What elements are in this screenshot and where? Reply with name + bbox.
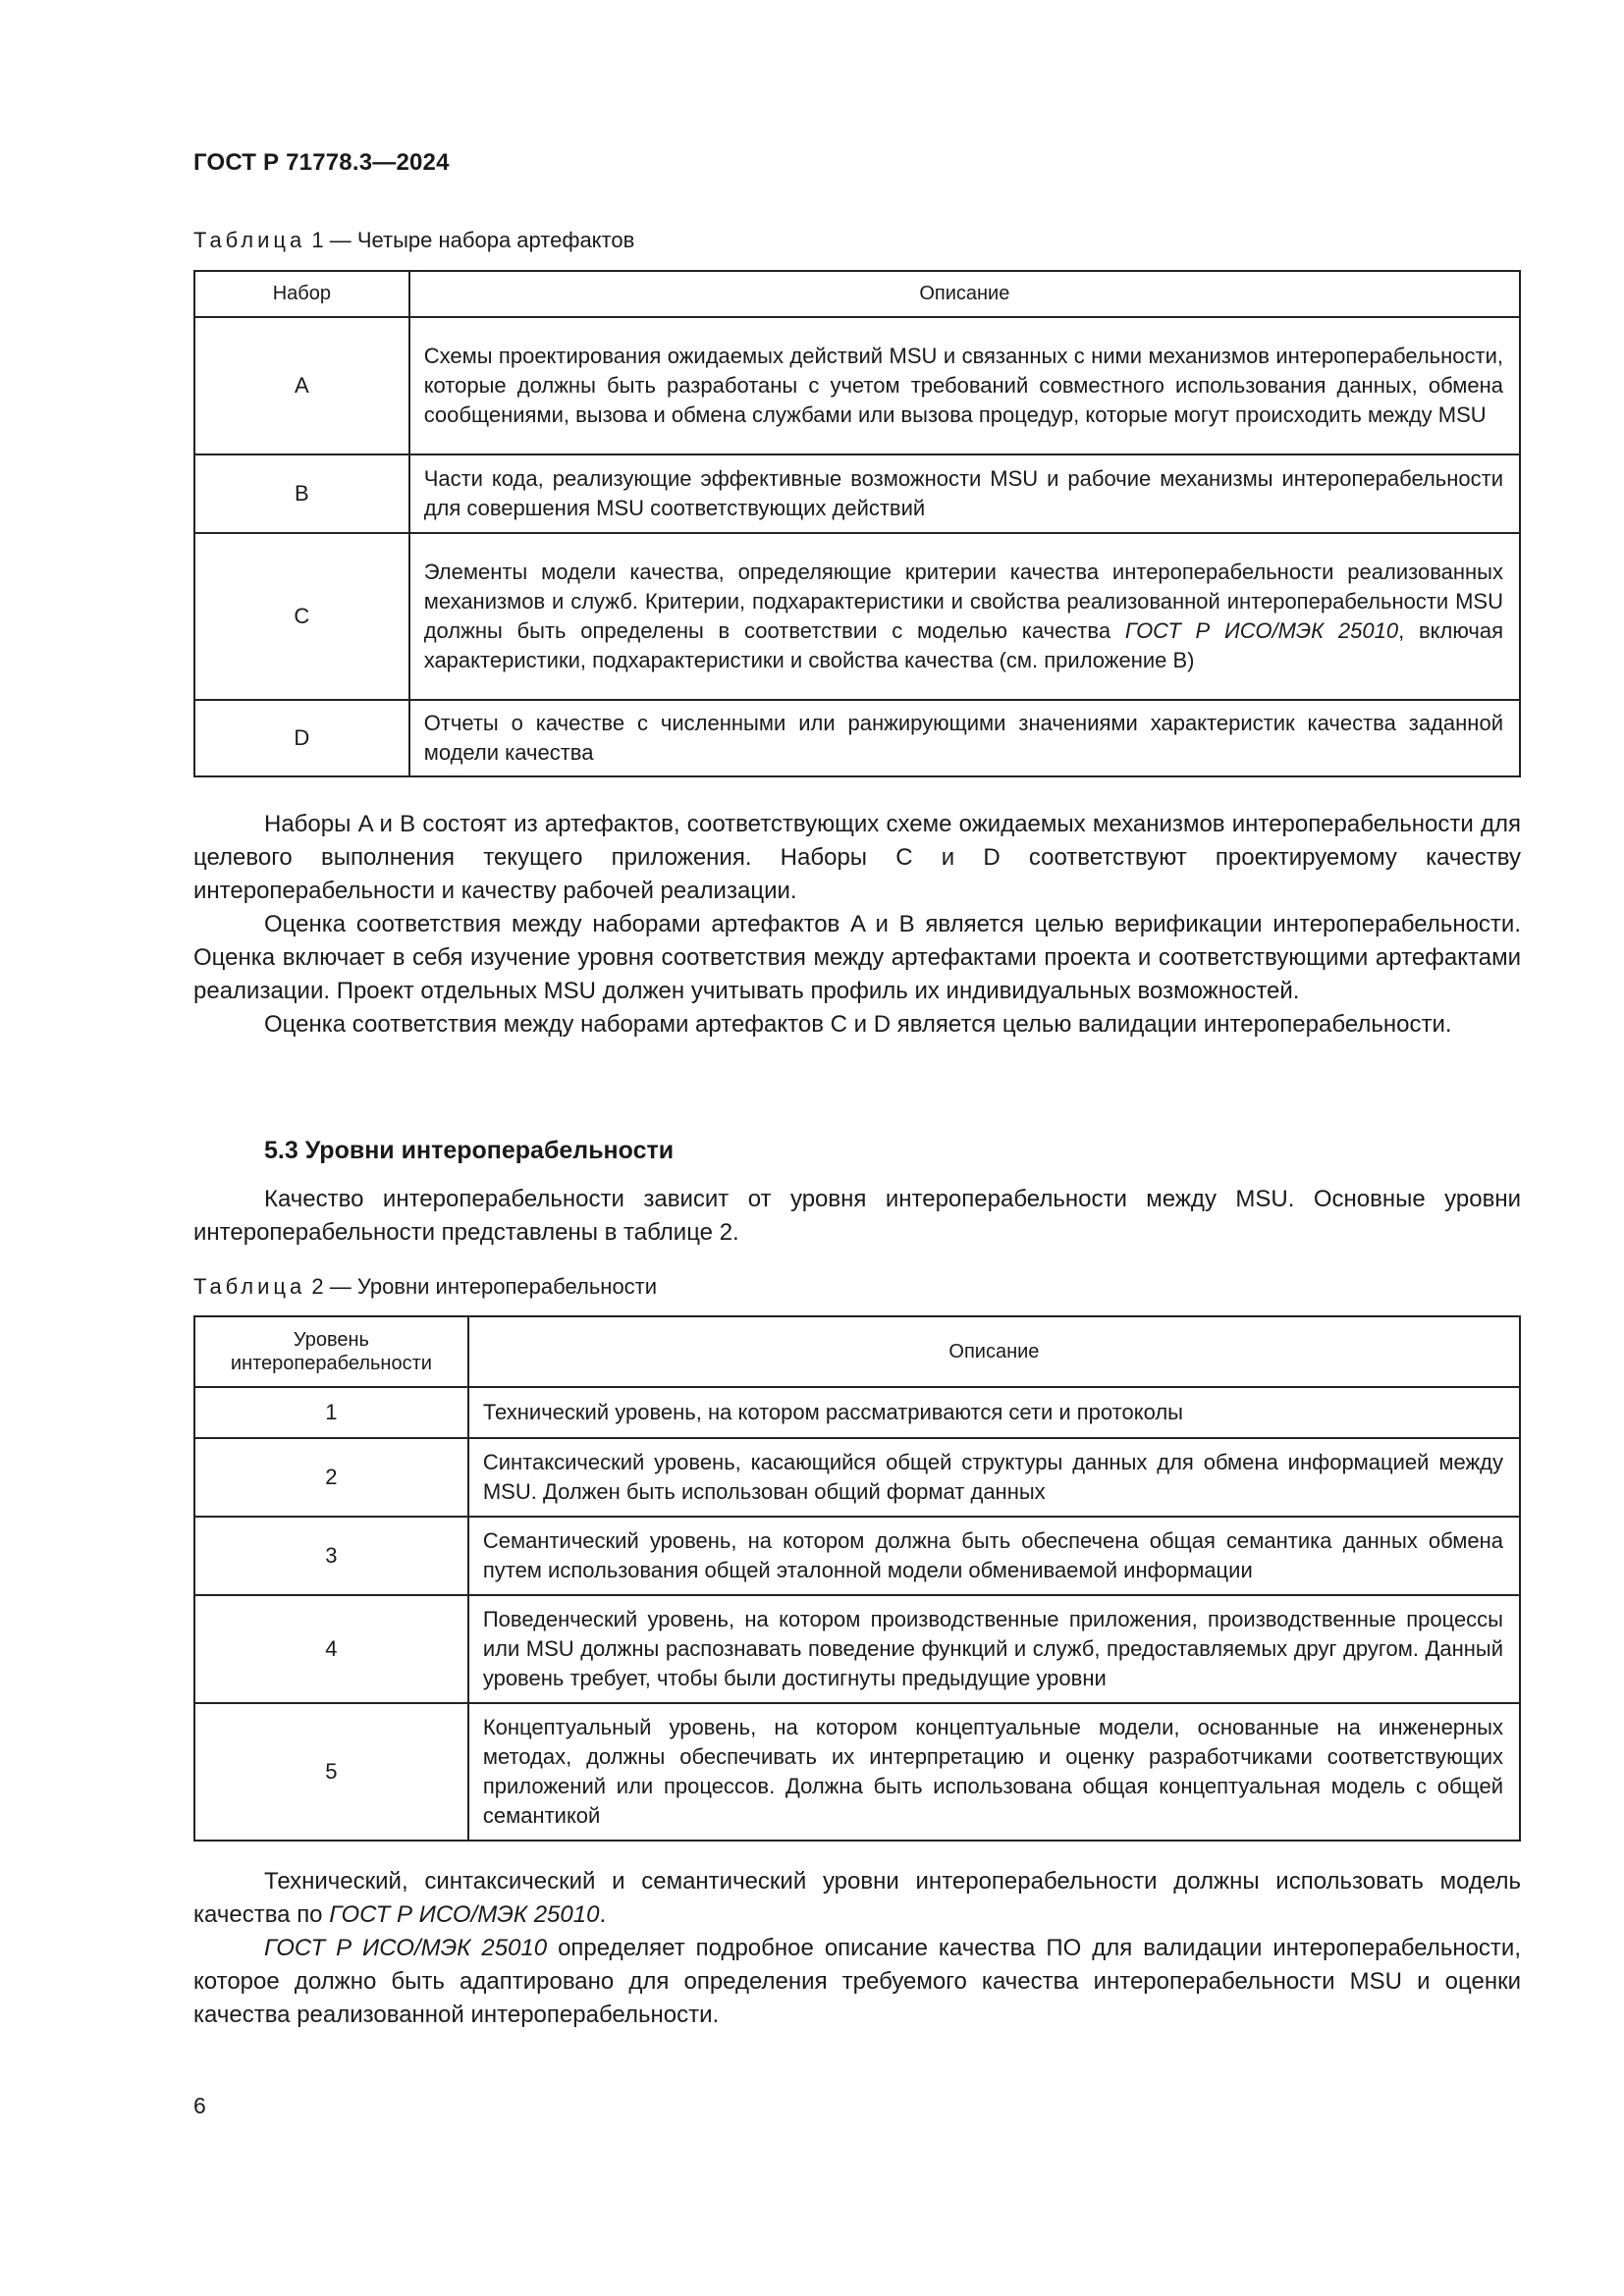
table2-description-cell: Технический уровень, на котором рассматриваются сети и протоколы bbox=[468, 1387, 1520, 1438]
table2-header-row bbox=[194, 1316, 1520, 1387]
table2-level-cell: 1 bbox=[194, 1387, 468, 1438]
table2-description-cell: Поведенческий уровень, на котором производственные приложения, производственные процессы или MSU должны распознавать поведение функций и служб, предоставляемых друг другом. Данный уровень требует, чтобы были достигнуты предыдущие уровни bbox=[468, 1595, 1520, 1703]
table1-description-cell: Части кода, реализующие эффективные возможности MSU и рабочие механизмы интероперабельности для совершения MSU соответствующих действий bbox=[409, 454, 1520, 533]
table1-description-cell: Отчеты о качестве с численными или ранжирующими значениями характеристик качества заданной модели качества bbox=[409, 700, 1520, 776]
paragraph: Оценка соответствия между наборами артефактов C и D является целью валидации интероперабельности. bbox=[264, 1011, 1452, 1038]
paragraph bbox=[193, 1932, 1521, 2032]
document-code: ГОСТ Р 71778.3—2024 bbox=[193, 149, 450, 176]
table1-set-cell: A bbox=[194, 317, 409, 454]
table2-level-cell: 2 bbox=[194, 1438, 468, 1517]
paragraph-text: Технический, синтаксический и семантический уровни интероперабельности должны использовать модель качества по bbox=[193, 1868, 1521, 1928]
paragraph-text: определяет подробное описание качества ПО для валидации интероперабельности, которое должно быть адаптировано для определения требуемого качества интероперабельности MSU и оценки качества реализованной интероперабельности. bbox=[193, 1935, 1521, 2028]
table2-level-cell: 4 bbox=[194, 1595, 468, 1703]
table-row bbox=[194, 1438, 1520, 1517]
paragraph: Наборы A и B состоят из артефактов, соответствующих схеме ожидаемых механизмов интероперабельности для целевого выполнения текущего приложения. Наборы C и D соответствуют проектируемому качеству интероперабельности и качеству рабочей реализации. bbox=[193, 811, 1521, 904]
table1-header-row bbox=[194, 271, 1520, 317]
table2-caption bbox=[193, 1274, 657, 1300]
paragraph: Качество интероперабельности зависит от уровня интероперабельности между MSU. Основные уровни интероперабельности представлены в таблице 2. bbox=[193, 1186, 1521, 1246]
table-row bbox=[194, 1703, 1520, 1841]
table-row bbox=[194, 454, 1520, 533]
table2 bbox=[193, 1315, 1521, 1842]
table1-caption-text: 1 — Четыре набора артефактов bbox=[311, 228, 635, 252]
table2-description-cell: Семантический уровень, на котором должна быть обеспечена общая семантика данных обмена путем использования общей эталонной модели обмениваемой информации bbox=[468, 1517, 1520, 1595]
table2-header-description: Описание bbox=[468, 1316, 1520, 1387]
table1-set-cell: D bbox=[194, 700, 409, 776]
desc-text: Элементы модели качества, определяющие критерии качества интероперабельности реализованных механизмов и служб. Критерии, подхарактеристики и свойства реализованной интероперабельности MSU должны быть определены в соответствии с моделью качества bbox=[423, 560, 1503, 643]
table2-caption-text: 2 — Уровни интероперабельности bbox=[311, 1274, 658, 1299]
table-row bbox=[194, 1517, 1520, 1595]
table-row bbox=[194, 1595, 1520, 1703]
paragraph-text: . bbox=[599, 1901, 607, 1928]
paragraph-block-3 bbox=[193, 1865, 1521, 2032]
table-row bbox=[194, 317, 1520, 454]
table1-description-cell: Схемы проектирования ожидаемых действий MSU и связанных с ними механизмов интероперабельности, которые должны быть разработаны с учетом требований совместного использования данных, обмена сообщениями, вызова и обмена службами или вызова процедур, которые могут происходить между MSU bbox=[409, 317, 1520, 454]
table2-description-cell: Концептуальный уровень, на котором концептуальные модели, основанные на инженерных методах, должны обеспечивать их интерпретацию и оценку разработчиками соответствующих приложений или процессов. Должна быть использована общая концептуальная модель с общей семантикой bbox=[468, 1703, 1520, 1841]
desc-text: , включая характеристики, подхарактеристики и свойства качества (см. приложение B) bbox=[423, 618, 1503, 672]
table2-description-cell: Синтаксический уровень, касающийся общей структуры данных для обмена информацией между MSU. Должен быть использован общий формат данных bbox=[468, 1438, 1520, 1517]
paragraph: Оценка соответствия между наборами артефактов A и B является целью верификации интероперабельности. Оценка включает в себя изучение уровня соответствия между артефактами проекта и соответствующими артефактами реализации. Проект отдельных MSU должен учитывать профиль их индивидуальных возможностей. bbox=[193, 911, 1521, 1004]
table2-caption-word: Таблица bbox=[193, 1274, 306, 1299]
standard-reference: ГОСТ Р ИСО/МЭК 25010 bbox=[1124, 618, 1399, 643]
table-row bbox=[194, 700, 1520, 776]
section-title: 5.3 Уровни интероперабельности bbox=[264, 1137, 675, 1164]
table1-header-description: Описание bbox=[409, 271, 1520, 317]
table1-set-cell: C bbox=[194, 533, 409, 700]
standard-reference: ГОСТ Р ИСО/МЭК 25010 bbox=[264, 1935, 548, 1961]
table1-description-cell bbox=[409, 533, 1520, 700]
table1-caption-word: Таблица bbox=[193, 228, 306, 252]
table2-level-cell: 5 bbox=[194, 1703, 468, 1841]
table2-level-cell: 3 bbox=[194, 1517, 468, 1595]
table-row bbox=[194, 533, 1520, 700]
table1 bbox=[193, 270, 1521, 777]
page-number: 6 bbox=[193, 2093, 206, 2118]
table1-caption bbox=[193, 228, 634, 253]
paragraph-block-2 bbox=[193, 1183, 1521, 1250]
standard-reference: ГОСТ Р ИСО/МЭК 25010 bbox=[329, 1901, 600, 1928]
table1-set-cell: B bbox=[194, 454, 409, 533]
table1-header-set: Набор bbox=[194, 271, 409, 317]
table-row bbox=[194, 1387, 1520, 1438]
table2-header-level: Уровень интероперабельности bbox=[194, 1316, 468, 1387]
paragraph bbox=[193, 1865, 1521, 1932]
paragraph-block-1 bbox=[193, 808, 1521, 1041]
